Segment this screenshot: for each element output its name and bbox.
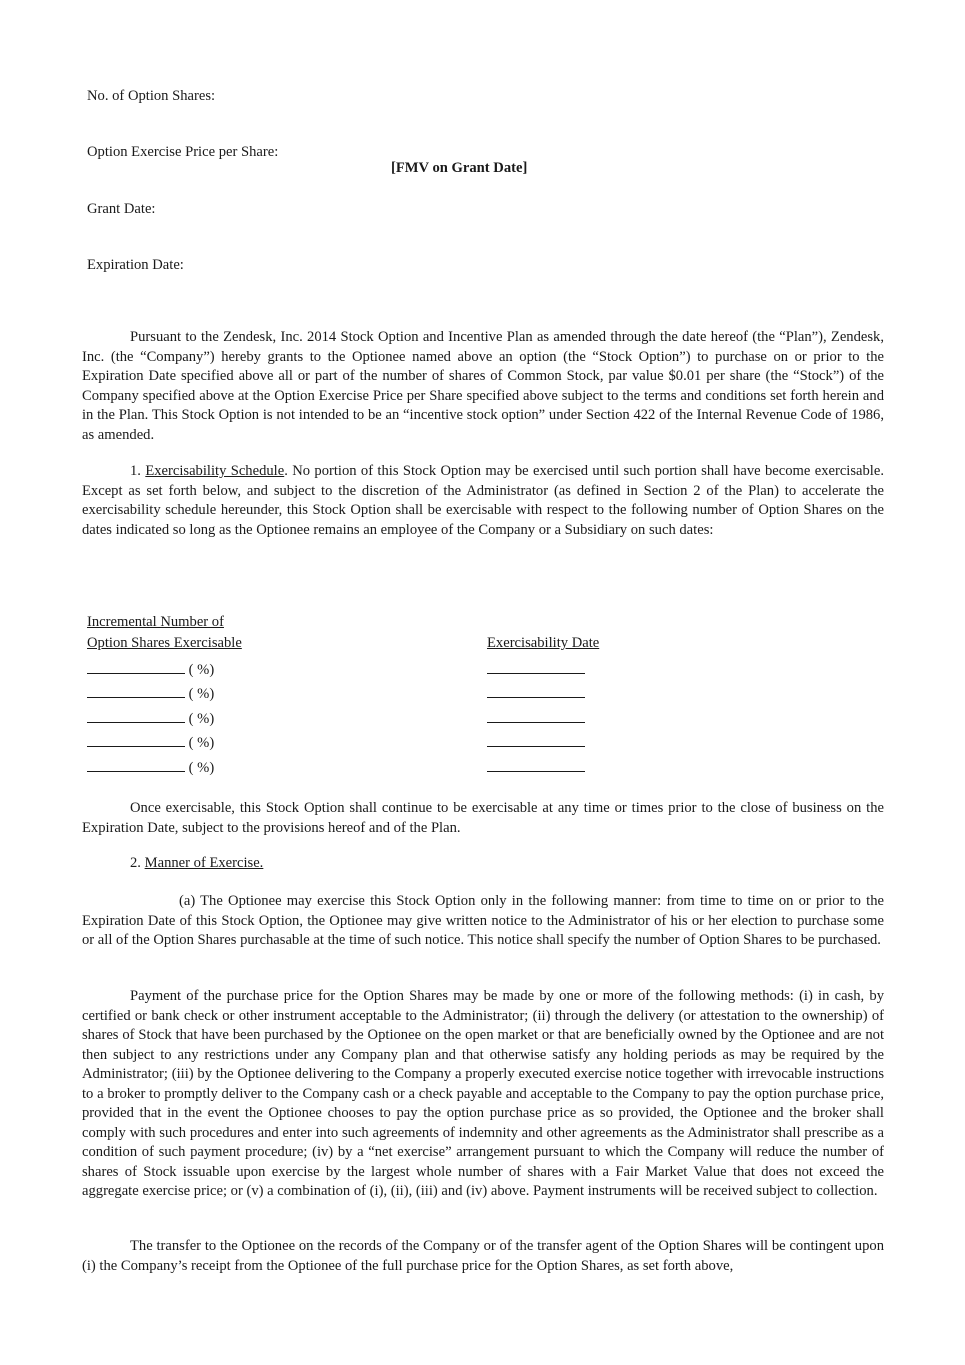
section-1-paragraph [82, 462, 884, 540]
date-blank [487, 684, 585, 703]
schedule-row [87, 709, 214, 729]
price-value: [FMV on Grant Date] [391, 160, 528, 176]
pct-label: ( %) [188, 686, 215, 702]
date-blank [487, 758, 585, 777]
pct-label: ( %) [188, 662, 215, 678]
price-label: Option Exercise Price per Share: [87, 144, 279, 160]
shares-blank [87, 758, 185, 772]
schedule-row [87, 684, 214, 704]
section-2-heading [130, 855, 263, 872]
transfer-paragraph: The transfer to the Optionee on the records of the Company or of the transfer agent of the Option Shares will be contingent upon (i) the Company’s receipt from the Optionee of the full purchase price for the Option Shares, as set forth above, [82, 1238, 884, 1274]
pct-label: ( %) [188, 735, 215, 751]
schedule-col1-header-line1: Incremental Number of [87, 614, 224, 630]
expiration-date-label: Expiration Date: [87, 257, 184, 273]
date-blank [487, 733, 585, 752]
pct-label: ( %) [188, 711, 215, 727]
intro-paragraph: Pursuant to the Zendesk, Inc. 2014 Stock Option and Incentive Plan as amended through the date hereof (the “Plan”), Zendesk, Inc. (the “Company”) hereby grants to the Optionee named above an option (the “Stock Option”) to purchase on or prior to the Expiration Date specified above all or part of the number of shares of Common Stock, par value $0.01 per share (the “Stock”) of the Company specified above at the Option Exercise Price per Share specified above subject to the terms and conditions set forth herein and in the Plan. This Stock Option is not intended to be an “incentive stock option” under Section 422 of the Internal Revenue Code of 1986, as amended. [82, 329, 884, 443]
shares-blank [87, 684, 185, 698]
section-2a-paragraph: (a) The Optionee may exercise this Stock Option only in the following manner: from time to time on or prior to the Expiration Date of this Stock Option, the Optionee may give written notice to the Administrator of his or her election to purchase some or all of the Option Shares purchasable at the time of such notice. This notice shall specify the number of Option Shares to be purchased. [82, 893, 884, 948]
num-shares-label: No. of Option Shares: [87, 88, 216, 104]
grant-date-label: Grant Date: [87, 201, 156, 217]
section-1-number: 1. [130, 463, 141, 479]
section-1-title: Exercisability Schedule [145, 463, 285, 479]
date-blank [487, 709, 585, 728]
schedule-row [87, 733, 214, 753]
shares-blank [87, 660, 185, 674]
shares-blank [87, 733, 185, 747]
schedule-col1-header-line2: Option Shares Exercisable [87, 635, 242, 651]
section-2-number: 2. [130, 855, 141, 871]
section-1-body: . No portion of this Stock Option may be exercised until such portion shall have become exercisable. Except as set forth below, and subject to the discretion of the Administrator (as defined in Section 2 of the Plan) to accelerate the exercisability schedule hereunder, this Stock Option shall be exercisable with respect to the following number of Option Shares on the dates indicated so long as the Optionee remains an employee of the Company or a Subsidiary on such dates: [82, 463, 884, 538]
once-exercisable-paragraph: Once exercisable, this Stock Option shall continue to be exercisable at any time or times prior to the close of business on the Expiration Date, subject to the provisions hereof and of the Plan. [82, 800, 884, 836]
schedule-col2-header: Exercisability Date [487, 635, 600, 651]
schedule-row [87, 660, 214, 680]
schedule-row [87, 758, 214, 778]
payment-paragraph: Payment of the purchase price for the Option Shares may be made by one or more of the following methods: (i) in cash, by certified or bank check or other instrument acceptable to the Administrator; (ii) through the delivery (or attestation to the ownership) of shares of Stock that have been purchased by the Optionee on the open market or that are beneficially owned by the Optionee and are not then subject to any restrictions under any Company plan and that otherwise satisfy any holding periods as may be required by the Administrator; (iii) by the Optionee delivering to the Company a properly executed exercise notice together with irrevocable instructions to a broker to promptly deliver to the Company cash or a check payable and acceptable to the Company to pay the option purchase price, provided that in the event the Optionee chooses to pay the option purchase price as so provided, the Optionee and the broker shall comply with such procedures and enter into such agreements of indemnity and other agreements as the Administrator shall prescribe as a condition of such payment procedure; (iv) by a “net exercise” arrangement pursuant to which the Company will reduce the number of shares of Stock issuable upon exercise by the largest whole number of shares with a Fair Market Value that does not exceed the aggregate exercise price; or (v) a combination of (i), (ii), (iii) and (iv) above. Payment instruments will be received subject to collection. [82, 988, 884, 1199]
shares-blank [87, 709, 185, 723]
pct-label: ( %) [188, 760, 215, 776]
date-blank [487, 660, 585, 679]
section-2-title: Manner of Exercise. [144, 855, 264, 871]
